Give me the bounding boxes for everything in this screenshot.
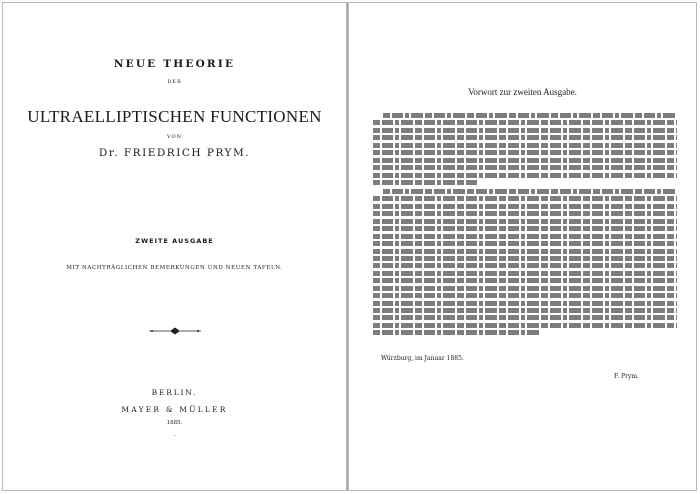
edition-label: ZWEITE AUSGABE [135,237,214,245]
publisher-city: BERLIN. [151,388,198,397]
title-page [3,3,346,490]
preface-paragraph-1 [373,113,677,187]
preface-place-date: Würzburg, im Januar 1885. [381,355,464,362]
title-line-1: NEUE THEORIE [113,58,236,70]
preface-page [349,3,696,490]
title-line-2: DER [167,79,182,85]
page-mark-icon: · [173,433,176,440]
author-name: Dr. FRIEDRICH PRYM. [98,147,251,159]
publisher-name: MAYER & MÜLLER [121,405,228,414]
additions-note: MIT NACHTRÄGLICHEN BEMERKUNGEN UND NEUEN TAFELN. [66,265,283,271]
title-line-4: VON [167,134,182,140]
ornament-rule-icon [148,326,202,336]
main-title: ULTRAELLIPTISCHEN FUNCTIONEN [27,107,322,126]
preface-paragraph-2 [373,189,677,338]
preface-signature: F. Prym. [614,373,639,380]
publication-year: 1885. [166,420,183,426]
preface-heading: Vorwort zur zweiten Ausgabe. [468,87,577,97]
